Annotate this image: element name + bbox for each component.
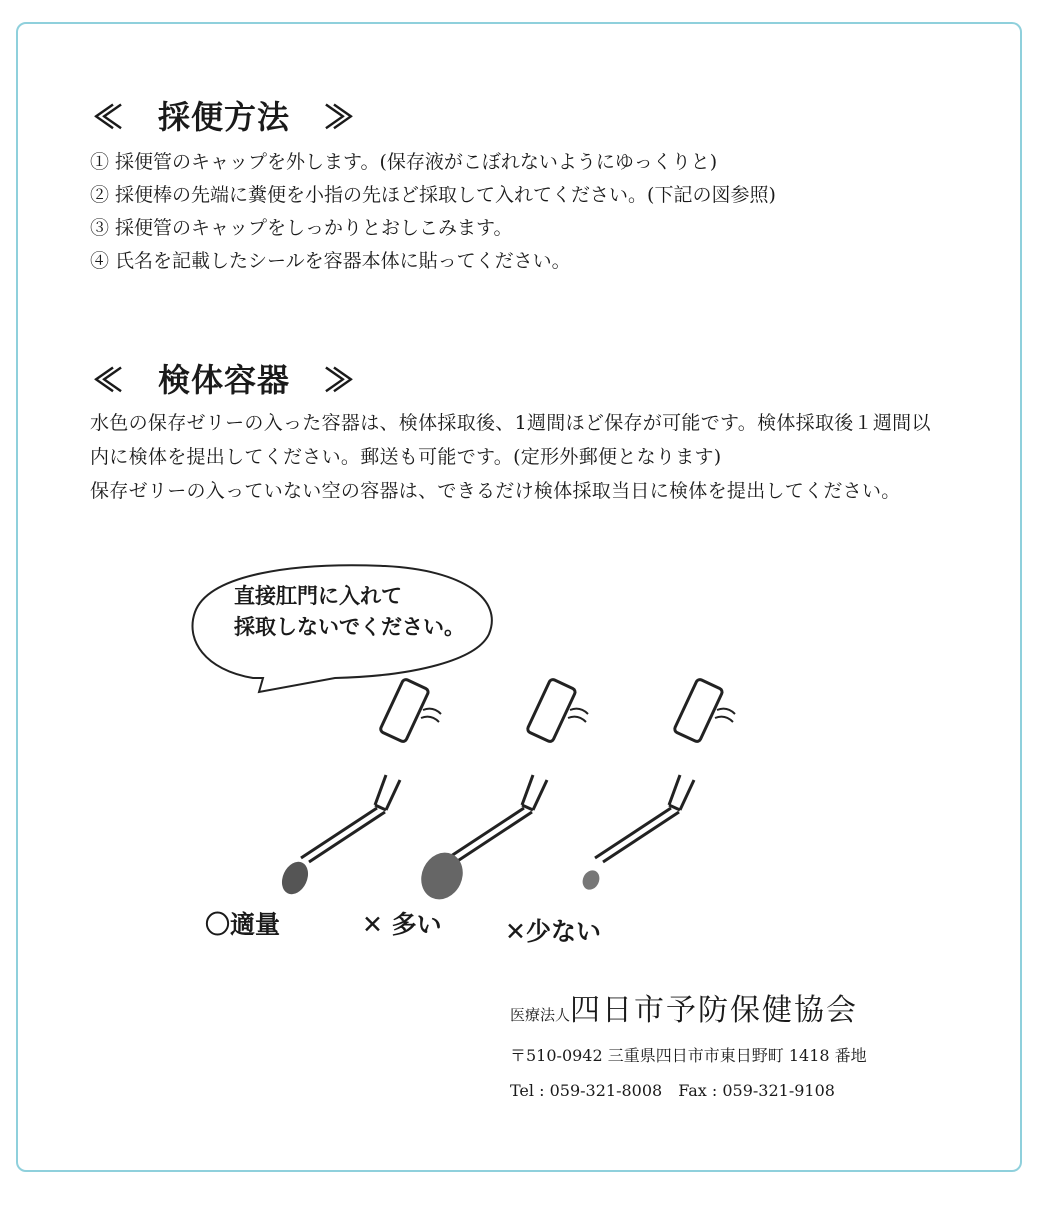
organization-name: 四日市予防保健協会	[570, 993, 859, 1028]
sample-too-much	[414, 846, 471, 906]
container-paragraph-2: 保存ゼリーの入っていない空の容器は、できるだけ検体採取当日に検体を提出してください。	[90, 480, 901, 502]
step-2: ② 採便棒の先端に糞便を小指の先ほど採取して入れてください。(下記の図参照)	[90, 184, 776, 206]
organization-block	[510, 985, 867, 1101]
organization-contact: Tel : 059-321-8008 Fax : 059-321-9108	[510, 1081, 835, 1100]
organization-prefix: 医療法人	[510, 1006, 571, 1024]
bubble-line-1: 直接肛門に入れて	[234, 584, 402, 608]
container-paragraph-1: 水色の保存ゼリーの入った容器は、検体採取後、1週間ほど保存が可能です。検体採取後１週間以内に検体を提出してください。郵送も可能です。(定形外郵便となります)	[90, 412, 931, 468]
step-4: ④ 氏名を記載したシールを容器本体に貼ってください。	[90, 250, 571, 272]
organization-address: 〒510-0942 三重県四日市市東日野町 1418 番地	[510, 1046, 867, 1065]
sampling-steps	[90, 146, 776, 278]
stick-good	[277, 678, 441, 898]
section-title-sampling-method: ≪ 採便方法 ≫	[92, 98, 357, 136]
bubble-line-2: 採取しないでください。	[234, 615, 465, 639]
section-title-specimen-container: ≪ 検体容器 ≫	[92, 361, 357, 399]
step-3: ③ 採便管のキャップをしっかりとおしこみます。	[90, 217, 513, 239]
speech-bubble-text	[234, 581, 465, 643]
label-good: 〇適量	[205, 910, 281, 939]
stick-too-little	[580, 678, 735, 892]
label-too-little: ✕少ない	[505, 917, 601, 946]
step-1: ① 採便管のキャップを外します。(保存液がこぼれないようにゆっくりと)	[90, 151, 718, 173]
sample-good	[277, 858, 313, 899]
container-instructions	[90, 406, 950, 508]
sample-too-little	[580, 868, 603, 893]
label-too-much: ✕ 多い	[362, 910, 442, 939]
